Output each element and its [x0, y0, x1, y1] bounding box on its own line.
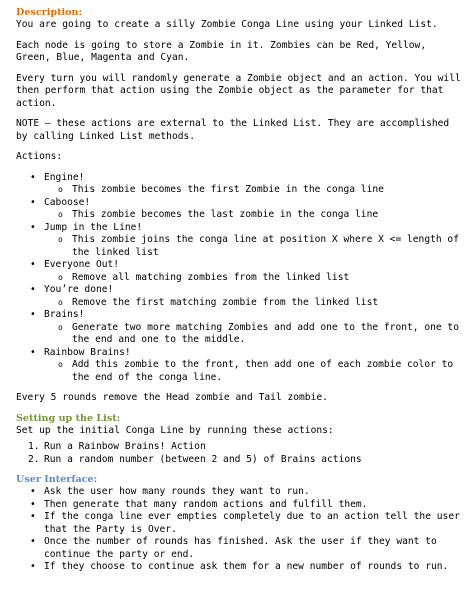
bullet-icon: • [30, 498, 36, 510]
action-item-brains [16, 309, 466, 347]
action-detail-list [44, 209, 466, 222]
setup-step [16, 454, 466, 467]
action-detail-text: Add this zombie to the front, then add one of each zombie color to the end of the conga line. [72, 359, 454, 383]
turn-paragraph: Every turn you will randomly generate a Zombie object and an action. You will then perform that action using the Zombie object as the parameter for that action. [16, 72, 461, 109]
action-detail-list [44, 359, 466, 384]
bullet-icon: • [30, 259, 36, 270]
action-detail-text: This zombie joins the conga line at position X where X <= length of the linked list [72, 234, 459, 258]
step-number: 1. [28, 441, 40, 452]
ui-item [16, 561, 466, 574]
setup-step [16, 441, 466, 454]
circle-bullet-icon: o [58, 185, 63, 194]
action-item-caboose [16, 197, 466, 222]
action-detail [44, 184, 466, 197]
action-item-engine [16, 172, 466, 197]
action-item-everyone-out [16, 259, 466, 284]
user-interface-list [16, 486, 466, 574]
action-detail-text: Remove the first matching zombie from the linked list [72, 296, 379, 308]
ui-item [16, 511, 466, 536]
zombie-colors-paragraph: Each node is going to store a Zombie in it. Zombies can be Red, Yellow, Green, Blue, Magenta and Cyan. [16, 39, 427, 63]
bullet-icon: • [30, 536, 36, 547]
action-name: Brains! [44, 309, 85, 320]
bullet-icon: • [30, 196, 36, 208]
bullet-icon: • [30, 171, 36, 183]
action-detail-text: Generate two more matching Zombies and add one to the front, one to the end and one to the middle. [72, 321, 459, 345]
action-item-youre-done [16, 284, 466, 309]
step-number: 2. [28, 453, 40, 465]
ui-item-text: If the conga line ever empties completely due to an action tell the user that the Party is Over. [44, 511, 460, 535]
ui-item [16, 499, 466, 512]
action-name: Jump in the Line! [44, 221, 143, 233]
action-name: You’re done! [44, 284, 114, 295]
note-paragraph: NOTE – these actions are external to the Linked List. They are accomplished by calling Linked List methods. [16, 118, 450, 142]
bullet-icon: • [30, 309, 36, 320]
action-detail-list [44, 322, 466, 347]
actions-label: Actions: [16, 151, 63, 162]
action-detail-list [44, 234, 466, 259]
ui-item-text: If they choose to continue ask them for a new number of rounds to run. [44, 561, 449, 572]
action-detail [44, 359, 466, 384]
circle-bullet-icon: o [58, 272, 63, 282]
ui-item-text: Once the number of rounds has finished. Ask the user if they want to continue the party or end. [44, 536, 437, 560]
setup-intro: Set up the initial Conga Line by running these actions: [16, 424, 334, 436]
action-detail-text: Remove all matching zombies from the linked list [72, 271, 350, 283]
action-detail [44, 234, 466, 259]
action-detail [44, 297, 466, 310]
user-interface-heading: User Interface: [16, 474, 98, 485]
action-detail-list [44, 272, 466, 285]
bullet-icon: • [30, 346, 36, 358]
action-name: Caboose! [44, 196, 91, 208]
setup-steps-list [16, 441, 466, 466]
circle-bullet-icon: o [58, 360, 63, 369]
action-item-jump-in-the-line [16, 222, 466, 260]
setup-heading: Setting up the List: [16, 412, 121, 424]
ui-item [16, 536, 466, 561]
action-detail-text: This zombie becomes the first Zombie in the conga line [72, 184, 384, 195]
action-name: Rainbow Brains! [44, 346, 131, 358]
ui-item [16, 486, 466, 499]
actions-list [16, 172, 466, 385]
bullet-icon: • [30, 561, 36, 572]
circle-bullet-icon: o [58, 322, 63, 332]
every-five-rounds-paragraph: Every 5 rounds remove the Head zombie and Tail zombie. [16, 392, 328, 403]
action-name: Everyone Out! [44, 259, 120, 270]
bullet-icon: • [30, 284, 36, 295]
action-name: Engine! [44, 171, 85, 183]
action-item-rainbow-brains [16, 347, 466, 385]
bullet-icon: • [30, 221, 36, 233]
action-detail [44, 322, 466, 347]
circle-bullet-icon: o [58, 297, 63, 307]
action-detail-list [44, 184, 466, 197]
ui-item-text: Then generate that many random actions and fulfill them. [44, 498, 368, 510]
bullet-icon: • [30, 511, 36, 522]
action-detail-text: This zombie becomes the last zombie in the conga line [72, 209, 379, 220]
step-text: Run a Rainbow Brains! Action [44, 441, 206, 452]
intro-paragraph: You are going to create a silly Zombie Conga Line using your Linked List. [16, 19, 438, 30]
description-heading: Description: [16, 7, 83, 18]
action-detail [44, 209, 466, 222]
action-detail [44, 272, 466, 285]
circle-bullet-icon: o [58, 210, 63, 219]
circle-bullet-icon: o [58, 235, 63, 244]
action-detail-list [44, 297, 466, 310]
step-text: Run a random number (between 2 and 5) of Brains actions [44, 453, 362, 465]
ui-item-text: Ask the user how many rounds they want to run. [44, 486, 310, 497]
bullet-icon: • [30, 486, 36, 497]
